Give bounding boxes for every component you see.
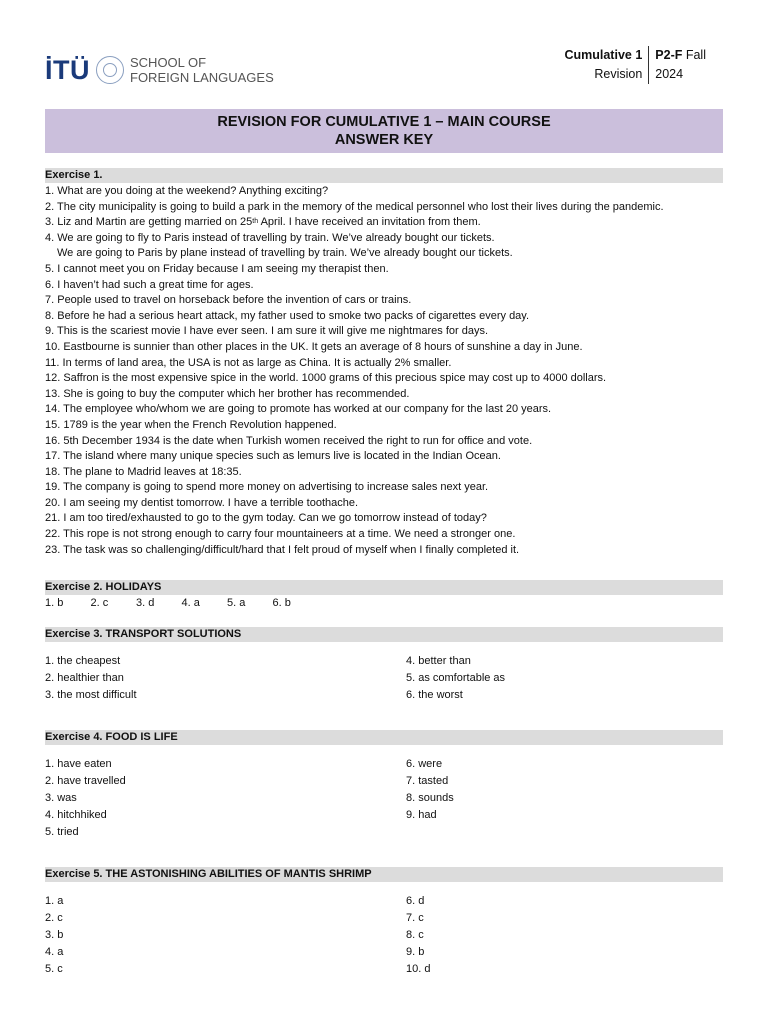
exercise-5-heading: Exercise 5. THE ASTONISHING ABILITIES OF MANTIS SHRIMP [45, 867, 723, 882]
exercise-4-heading: Exercise 4. FOOD IS LIFE [45, 730, 723, 745]
exercise-3-right-col [406, 653, 505, 704]
list-item: 6. d [406, 895, 425, 907]
list-item: 15. 1789 is the year when the French Revolution happened. [45, 418, 337, 431]
list-item: 9. b [406, 946, 425, 958]
exercise-2-answers [45, 597, 318, 609]
list-item: 6. I haven’t had such a great time for ages. [45, 278, 254, 291]
list-item: 5. I cannot meet you on Friday because I am seeing my therapist then. [45, 262, 389, 275]
document-header-info [564, 46, 706, 84]
list-item: 3. was [45, 792, 77, 804]
school-logo [45, 48, 274, 92]
header-right-col: P2-F Fall 2024 [655, 48, 706, 81]
list-item: 8. Before he had a serious heart attack, my father used to smoke two packs of cigarettes every day. [45, 309, 530, 322]
list-item: 11. In terms of land area, the USA is not as large as China. It is actually 2% smaller. [45, 356, 452, 369]
list-item: 3. the most difficult [45, 689, 137, 701]
school-name: SCHOOL OF FOREIGN LANGUAGES [130, 55, 274, 85]
list-item: 19. The company is going to spend more money on advertising to increase sales next year. [45, 481, 489, 494]
list-item: 23. The task was so challenging/difficult/hard that I felt proud of myself when I finally completed it. [45, 543, 520, 556]
list-item: 18. The plane to Madrid leaves at 18:35. [45, 465, 242, 478]
list-item: 21. I am too tired/exhausted to go to the gym today. Can we go tomorrow instead of today? [45, 512, 487, 525]
list-item: 5. a [227, 597, 246, 609]
header-left-col: Cumulative 1 Revision [564, 46, 649, 84]
list-item: 20. I am seeing my dentist tomorrow. I have a terrible toothache. [45, 496, 359, 509]
list-item: 4. a [45, 946, 64, 958]
exercise-5-right-col [406, 893, 430, 978]
exercise-5-left-col [45, 893, 63, 978]
list-item: 3. d [136, 597, 155, 609]
list-item: 4. better than [406, 655, 471, 667]
list-item: 1. What are you doing at the weekend? Anything exciting? [45, 185, 329, 197]
exercise-1-heading: Exercise 1. [45, 168, 723, 183]
list-item: 17. The island where many unique species such as lemurs live is located in the Indian Ocean. [45, 450, 501, 463]
list-item: 9. had [406, 809, 437, 821]
list-item: 3. b [45, 929, 64, 941]
list-item: 2. have travelled [45, 775, 126, 787]
list-item: 3. Liz and Martin are getting married on 25th April. I have received an invitation from them. [45, 216, 481, 229]
itu-logo-text: İTÜ [45, 54, 90, 85]
list-item: 7. tasted [406, 775, 449, 787]
list-item: 6. b [272, 597, 291, 609]
list-item: 6. were [406, 758, 443, 770]
list-item: We are going to Paris by plane instead of travelling by train. We’ve already bought our tickets. [57, 247, 513, 260]
list-item: 1. a [45, 895, 64, 907]
list-item: 4. a [181, 597, 200, 609]
list-item: 1. have eaten [45, 758, 112, 770]
list-item: 22. This rope is not strong enough to carry four mountaineers at a time. We need a stronger one. [45, 528, 516, 541]
list-item: 5. as comfortable as [406, 672, 506, 684]
list-item: 8. sounds [406, 792, 454, 804]
list-item: 1. the cheapest [45, 655, 121, 667]
list-item: 13. She is going to buy the computer which her brother has recommended. [45, 387, 410, 400]
list-item: 5. c [45, 963, 63, 975]
list-item: 2. c [90, 597, 109, 609]
list-item: 2. healthier than [45, 672, 124, 684]
list-item: 2. The city municipality is going to build a park in the memory of the medical personnel who lost their lives during the pandemic. [45, 200, 664, 213]
page-title: REVISION FOR CUMULATIVE 1 – MAIN COURSE ANSWER KEY [45, 109, 723, 153]
exercise-1-answers [45, 184, 664, 558]
list-item: 4. We are going to fly to Paris instead of travelling by train. We’ve already bought our tickets. [45, 231, 495, 244]
exercise-3-left-col [45, 653, 137, 704]
list-item: 9. This is the scariest movie I have ever seen. I am sure it will give me nightmares for days. [45, 325, 489, 338]
exercise-3-heading: Exercise 3. TRANSPORT SOLUTIONS [45, 627, 723, 642]
university-seal-icon [96, 56, 124, 84]
list-item: 16. 5th December 1934 is the date when Turkish women received the right to run for office and vote. [45, 434, 533, 447]
list-item: 7. People used to travel on horseback before the invention of cars or trains. [45, 294, 412, 307]
list-item: 7. c [406, 912, 424, 924]
list-item: 8. c [406, 929, 424, 941]
list-item: 6. the worst [406, 689, 463, 701]
list-item: 1. b [45, 597, 64, 609]
list-item: 4. hitchhiked [45, 809, 107, 821]
exercise-4-right-col [406, 756, 454, 824]
list-item: 14. The employee who/whom we are going to promote has worked at our company for the last 20 years. [45, 403, 552, 416]
list-item: 10. Eastbourne is sunnier than other places in the UK. It gets an average of 8 hours of sunshine a day in June. [45, 340, 583, 353]
list-item: 10. d [406, 963, 431, 975]
exercise-2-heading: Exercise 2. HOLIDAYS [45, 580, 723, 595]
list-item: 2. c [45, 912, 63, 924]
list-item: 5. tried [45, 826, 79, 838]
exercise-4-left-col [45, 756, 126, 841]
list-item: 12. Saffron is the most expensive spice in the world. 1000 grams of this precious spice may cost up to 4000 dollars. [45, 372, 607, 385]
